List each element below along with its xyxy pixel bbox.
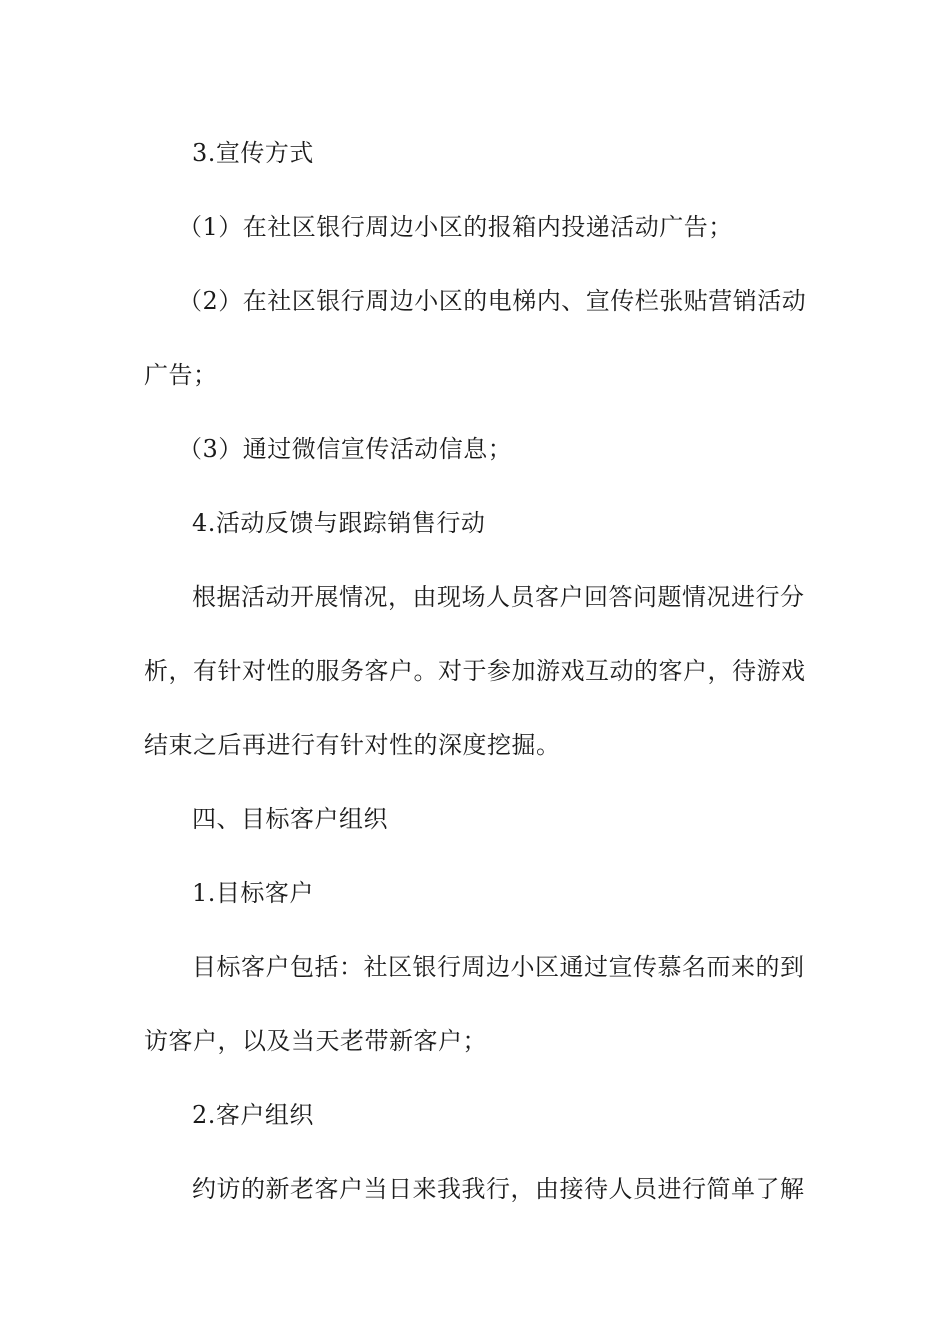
heading-feedback-tracking: 4.活动反馈与跟踪销售行动 — [192, 509, 486, 537]
paragraph-feedback-line3: 结束之后再进行有针对性的深度挖掘。 — [144, 731, 561, 759]
paragraph-target-line2: 访客户，以及当天老带新客户； — [144, 1027, 487, 1055]
list-item-wechat: （3）通过微信宣传活动信息； — [178, 435, 513, 463]
heading-customer-organization: 2.客户组织 — [192, 1101, 314, 1129]
heading-publicity-methods: 3.宣传方式 — [192, 139, 314, 167]
paragraph-organization-line1: 约访的新老客户当日来我我行，由接待人员进行简单了解 — [192, 1175, 805, 1203]
list-item-elevator-posters: （2）在社区银行周边小区的电梯内、宣传栏张贴营销活动 — [178, 287, 807, 315]
list-item-elevator-posters-cont: 广告； — [144, 361, 218, 389]
paragraph-feedback-line1: 根据活动开展情况，由现场人员客户回答问题情况进行分 — [192, 583, 805, 611]
paragraph-target-line1: 目标客户包括：社区银行周边小区通过宣传慕名而来的到 — [192, 953, 805, 981]
heading-target-customers: 1.目标客户 — [192, 879, 314, 907]
paragraph-feedback-line2: 析，有针对性的服务客户。对于参加游戏互动的客户，待游戏 — [144, 657, 806, 685]
list-item-mailbox-ads: （1）在社区银行周边小区的报箱内投递活动广告； — [178, 213, 733, 241]
section-heading-target-customers: 四、目标客户组织 — [192, 805, 388, 833]
